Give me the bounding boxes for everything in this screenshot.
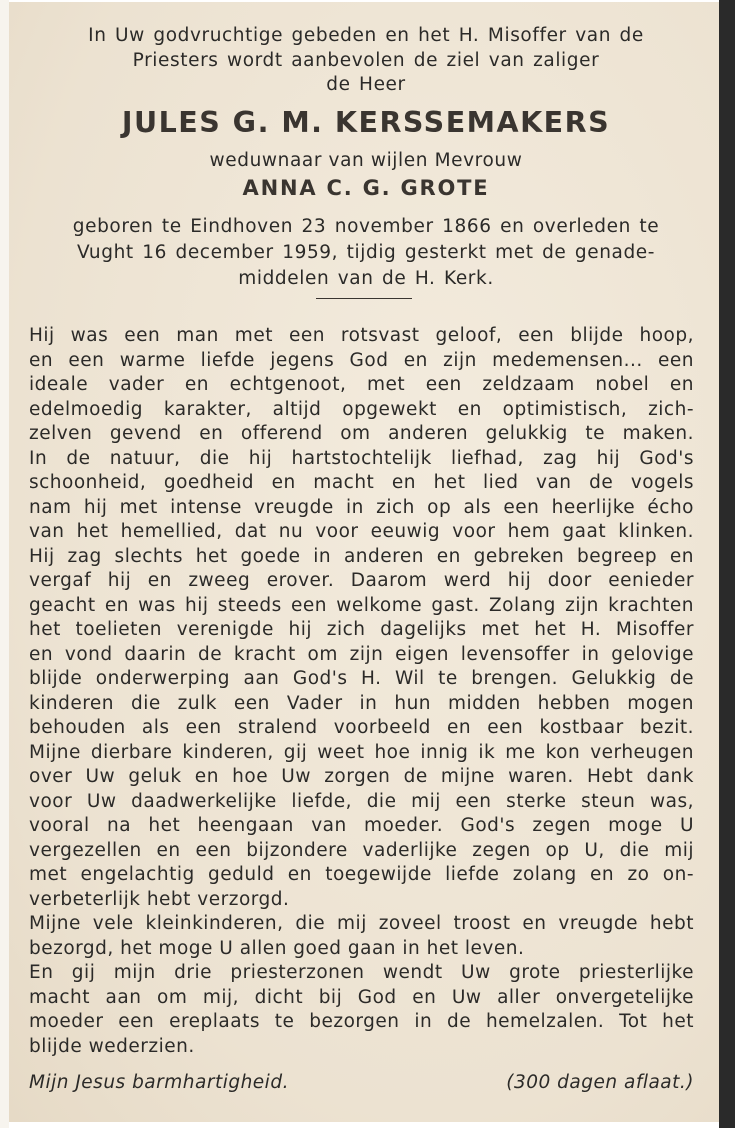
- dates-line: middelen van de H. Kerk.: [238, 268, 494, 289]
- body-line: kinderen die zulk een Vader in hun midden hebben mogen: [29, 692, 694, 714]
- body-line: Mijne dierbare kinderen, gij weet hoe innig ik me kon verheugen: [29, 741, 694, 763]
- body-line: blijde wederzien.: [29, 1035, 195, 1057]
- body-line: Mijne vele kleinkinderen, die mij zoveel troost en vreugde hebt: [29, 913, 694, 934]
- body-line: In de natuur, die hij hartstochtelijk liefhad, zag hij God's: [29, 447, 694, 469]
- body-line: en een warme liefde jegens God en zijn medemensen... een: [29, 349, 694, 371]
- body-line: vergezellen en een bijzondere vaderlijke zegen op U, die mij: [29, 839, 694, 861]
- body-line: met engelachtig geduld en toegewijde liefde zolang en zo on-: [29, 864, 694, 885]
- body-line: vergaf hij en zweeg erover. Daarom werd hij door eenieder: [29, 570, 694, 591]
- body-line: behouden als een stralend voorbeeld en een kostbaar bezit.: [29, 717, 694, 738]
- scan-border-right: [719, 0, 735, 1128]
- dates-line: Vught 16 december 1959, tijdig gesterkt met de genade-: [76, 242, 656, 263]
- body-line: voor Uw daadwerkelijke liefde, die mij een sterke steun was,: [29, 790, 694, 812]
- body-line: edelmoedig karakter, altijd opgewekt en optimistisch, zich-: [29, 398, 694, 420]
- body-text: [29, 324, 694, 1059]
- body-line: zelven gevend en offerend om anderen gelukkig te maken.: [29, 423, 694, 444]
- intro-text: [14, 24, 718, 98]
- widower-line: weduwnaar van wijlen Mevrouw: [209, 150, 523, 171]
- body-line: het toelieten verenigde hij zich dagelijks met het H. Misoffer: [29, 619, 694, 640]
- body-line: macht aan om mij, dicht bij God en Uw aller onvergetelijke: [29, 986, 694, 1008]
- intro-line: de Heer: [326, 74, 406, 95]
- section-divider: [316, 298, 412, 299]
- body-line: Hij was een man met een rotsvast geloof, een blijde hoop,: [29, 325, 694, 346]
- body-line: ideale vader en echtgenoot, met een zeldzaam nobel en: [29, 374, 694, 395]
- scan-border-left: [0, 0, 9, 1128]
- intro-line: Priesters wordt aanbevolen de ziel van zaliger: [132, 49, 600, 71]
- intro-line: In Uw godvruchtige gebeden en het H. Misoffer van de: [88, 25, 644, 46]
- body-line: En gij mijn drie priesterzonen wendt Uw grote priesterlijke: [29, 962, 694, 983]
- body-line: verbeterlijk hebt verzorgd.: [29, 888, 290, 910]
- body-line: geacht en was hij steeds een welkome gast. Zolang zijn krachten: [29, 594, 694, 616]
- body-line: Hij zag slechts het goede in anderen en gebreken begreep en: [29, 545, 694, 567]
- dates-text: [14, 214, 718, 292]
- body-line: van het hemellied, dat nu voor eeuwig voor hem gaat klinken.: [29, 521, 694, 542]
- deceased-name: JULES G. M. KERSSEMAKERS: [121, 106, 611, 139]
- body-line: moeder een ereplaats te bezorgen in de hemelzalen. Tot het: [29, 1011, 694, 1032]
- body-line: over Uw geluk en hoe Uw zorgen de mijne waren. Hebt dank: [29, 766, 694, 787]
- closing-line: [29, 1070, 694, 1096]
- body-line: en vond daarin de kracht om zijn eigen levensoffer in gelovige: [29, 643, 694, 665]
- spouse-name: ANNA C. G. GROTE: [242, 176, 490, 200]
- body-line: bezorgd, het moge U allen goed gaan in het leven.: [29, 937, 525, 959]
- indulgence-note: (300 dagen aflaat.): [506, 1072, 694, 1093]
- dates-line: geboren te Eindhoven 23 november 1866 en overleden te: [72, 216, 660, 237]
- body-line: blijde onderwerping aan God's H. Wil te brengen. Gelukkig de: [29, 668, 694, 689]
- body-line: vooral na het heengaan van moeder. God's zegen moge U: [29, 815, 694, 836]
- body-line: schoonheid, goedheid en macht en het lied van de vogels: [29, 472, 694, 493]
- body-line: nam hij met intense vreugde in zich op als een heerlijke écho: [29, 496, 694, 518]
- closing-prayer: Mijn Jesus barmhartigheid.: [29, 1072, 289, 1093]
